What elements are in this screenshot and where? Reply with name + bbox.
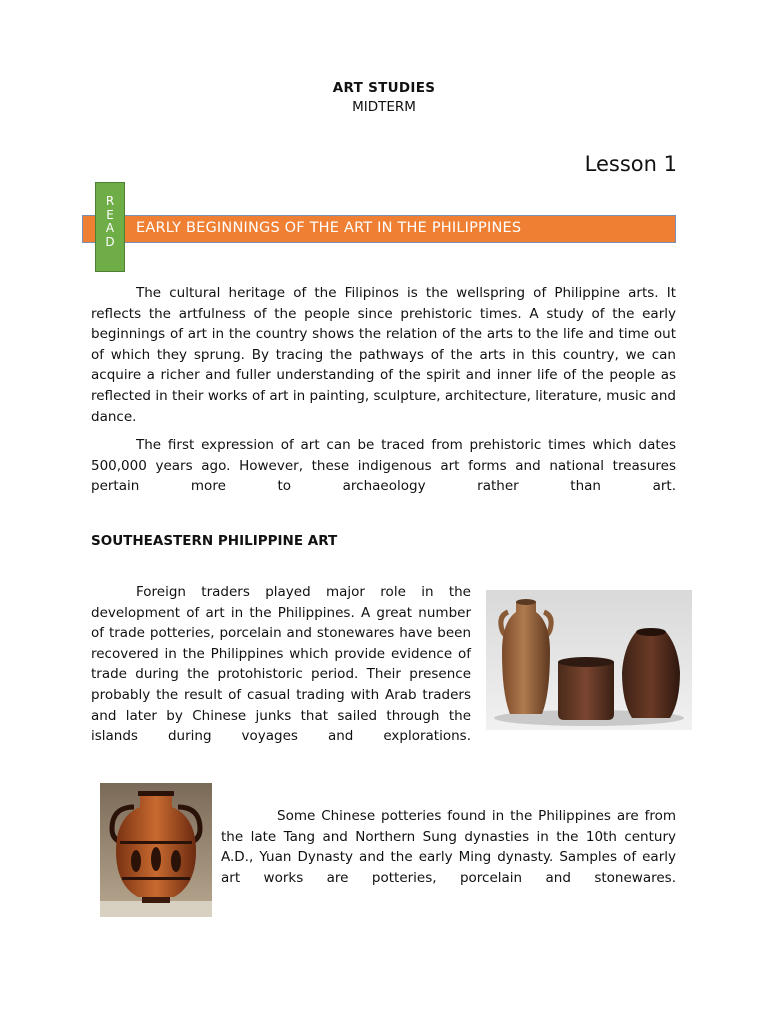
read-tag-letter: R — [105, 194, 115, 208]
read-tag-letter: D — [105, 234, 115, 249]
document-subtitle: MIDTERM — [352, 99, 416, 115]
amphora-photo — [100, 783, 212, 917]
traders-paragraph: Foreign traders played major role in the development of art in the Philippines. A great number of trade potteries, porcelain and stonewares have been recovered in the Philippines which provide evidence of trade during the protohistoric period. Their presence probably the result of casual trading with Arab traders and later by Chinese junks that sailed through the islands during voyages and explorations. — [91, 584, 471, 745]
read-tag-letter: E — [106, 207, 114, 222]
lesson-label: Lesson 1 — [584, 152, 677, 176]
read-tag — [95, 182, 125, 272]
read-tag-letter: A — [105, 221, 115, 235]
document-title: ART STUDIES — [332, 80, 436, 96]
lesson-banner — [82, 215, 676, 243]
intro-paragraph: The cultural heritage of the Filipinos is the wellspring of Philippine arts. It reflects the artfulness of the people since prehistoric times. A study of the early beginnings of art in the country shows the relation of the arts to the life and time out of which they sprung. By tracing the pathways of the arts in this country, we can acquire a richer and fuller understanding of the spirit and inner life of the people as reflected in their works of art in painting, sculpture, architecture, literature, music and dance. — [91, 285, 676, 425]
banner-title: EARLY BEGINNINGS OF THE ART IN THE PHILIPPINES — [136, 220, 522, 236]
stoneware-jars-photo — [486, 590, 692, 730]
chinese-potteries-paragraph: Some Chinese potteries found in the Philippines are from the late Tang and Northern Sung dynasties in the 10th century A.D., Yuan Dynasty and the early Ming dynasty. Samples of early art works are potteries, porcelain and stonewares. — [221, 808, 676, 886]
section-heading: SOUTHEASTERN PHILIPPINE ART — [91, 533, 338, 549]
first-expression-paragraph: The first expression of art can be traced from prehistoric times which dates 500,000 years ago. However, these indigenous art forms and national treasures pertain more to archaeology rather than art. — [91, 437, 676, 495]
